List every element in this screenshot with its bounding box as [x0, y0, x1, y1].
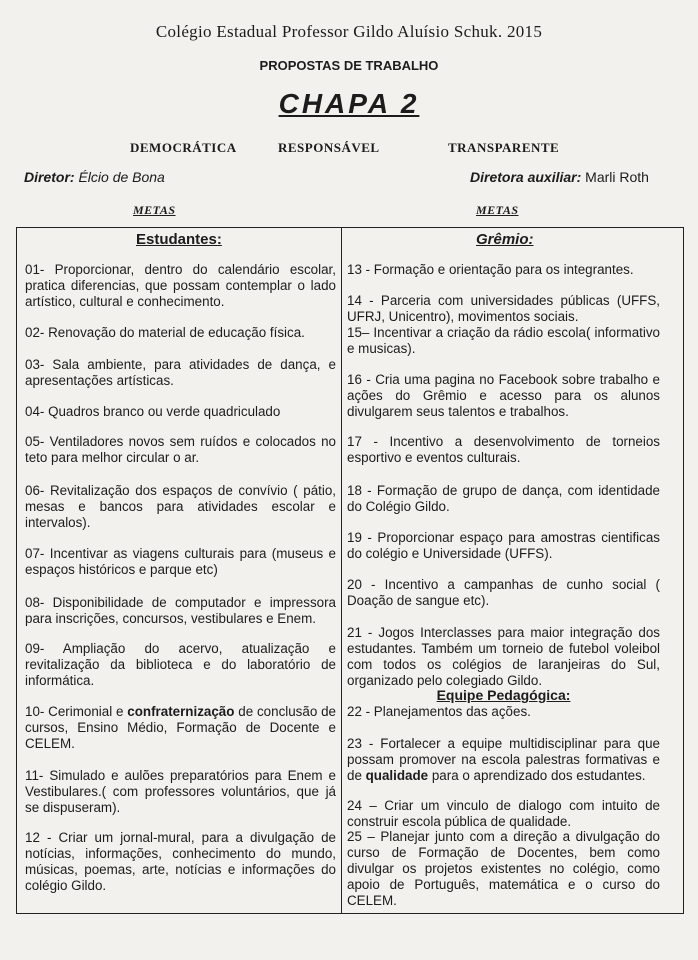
goal-item: 06- Revitalização dos espaços de convívio ( pátio, mesas e bancos para atividades escolar e intervalos). [25, 483, 336, 530]
director-name: Élcio de Bona [78, 169, 165, 185]
goal-item: 21 - Jogos Interclasses para maior integração dos estudantes. Também um torneio de futebol voleibol com todos os colégios de laranjeiras do Sul, organizado pelo colegiado Gildo. [347, 625, 660, 688]
assistant-director-label: Diretora auxiliar: [470, 169, 582, 185]
slogan-responsible: RESPONSÁVEL [278, 140, 380, 155]
goal-item: 09- Ampliação do acervo, atualização e revitalização da biblioteca e do laboratório de informática. [25, 641, 336, 688]
pedagogical-team-heading: Equipe Pedagógica: [436, 687, 571, 703]
goal-item: 04- Quadros branco ou verde quadriculado [25, 404, 281, 419]
goal-item [25, 704, 336, 752]
goal-item: 11- Simulado e aulões preparatórios para Enem e Vestibulares.( com professores voluntários, que já se dispuseram). [25, 768, 336, 815]
goal-item: 12 - Criar um jornal-mural, para a divulgação de notícias, informações, conhecimento do mundo, músicas, poemas, arte, notícias e informações do colégio Gildo. [25, 830, 336, 893]
assistant-director [470, 169, 649, 185]
goal-item: 02- Renovação do material de educação física. [25, 325, 305, 340]
goal-item: 15– Incentivar a criação da rádio escola( informativo e musicas). [347, 325, 660, 356]
goal-item: 07- Incentivar as viagens culturais para (museus e espaços históricos e parque etc) [25, 546, 336, 577]
goal-item: 08- Disponibilidade de computador e impressora para inscrições, concursos, vestibulares e Enem. [25, 595, 336, 626]
goal-item: 18 - Formação de grupo de dança, com identidade do Colégio Gildo. [347, 483, 660, 514]
director [24, 169, 165, 185]
guild-heading: Grêmio: [476, 231, 534, 248]
goal-item-text: 10- Cerimonial e [25, 704, 128, 719]
assistant-director-name: Marli Roth [585, 169, 649, 185]
goal-item [347, 736, 660, 784]
proposals-heading: PROPOSTAS DE TRABALHO [259, 58, 439, 73]
goal-item: 25 – Planejar junto com a direção a divulgação do curso de Formação de Docentes, bem como divulgar os projetos existentes no colégio, como apoio de Português, matemática e o curso do CELEM. [347, 829, 660, 908]
goal-item: 03- Sala ambiente, para atividades de dança, e apresentações artísticas. [25, 357, 336, 388]
school-title: Colégio Estadual Professor Gildo Aluísio Schuk. 2015 [155, 22, 543, 41]
goal-item: 17 - Incentivo a desenvolvimento de torneios esportivo e eventos culturais. [347, 434, 660, 465]
goal-item: 24 – Criar um vinculo de dialogo com intuito de construir escola pública de qualidade. [347, 798, 660, 829]
metas-label-right: METAS [476, 203, 519, 217]
goal-item: 16 - Cria uma pagina no Facebook sobre trabalho e ações do Grêmio e acesso para os alunos divulgarem seus talentos e trabalhos. [347, 372, 660, 419]
column-divider [341, 227, 342, 914]
goal-item: 13 - Formação e orientação para os integrantes. [347, 262, 634, 277]
goal-item: 20 - Incentivo a campanhas de cunho social ( Doação de sangue etc). [347, 577, 660, 608]
goal-item: 14 - Parceria com universidades públicas (UFFS, UFRJ, Unicentro), movimentos sociais. [347, 293, 660, 324]
goal-item-text: para o aprendizado dos estudantes. [428, 768, 646, 783]
chapa-title: CHAPA 2 [278, 88, 420, 119]
goal-item-emphasis: qualidade [365, 768, 429, 783]
goal-item: 01- Proporcionar, dentro do calendário escolar, pratica diferencias, que possam contemplar o lado artístico, cultural e conhecimento. [25, 262, 336, 309]
goal-item: 05- Ventiladores novos sem ruídos e colocados no teto para melhor circular o ar. [25, 434, 336, 465]
slogan-transparent: TRANSPARENTE [448, 140, 560, 155]
metas-label-left: METAS [133, 203, 176, 217]
goal-item: 22 - Planejamentos das ações. [347, 704, 531, 719]
students-heading: Estudantes: [136, 231, 222, 248]
goal-item-text: de conclusão de cursos, Ensino Médio, Formação de Docente e CELEM. [25, 704, 336, 751]
goal-item: 19 - Proporcionar espaço para amostras cientificas do colégio e Universidade (UFFS). [347, 530, 660, 561]
goal-item-text: 23 - Fortalecer a equipe multidisciplinar para que possam promover na escola palestras formativas e de [347, 736, 660, 783]
goal-item-emphasis: confraternização [127, 704, 235, 719]
slogan-democratic: DEMOCRÁTICA [130, 140, 237, 155]
director-label: Diretor: [24, 169, 75, 185]
